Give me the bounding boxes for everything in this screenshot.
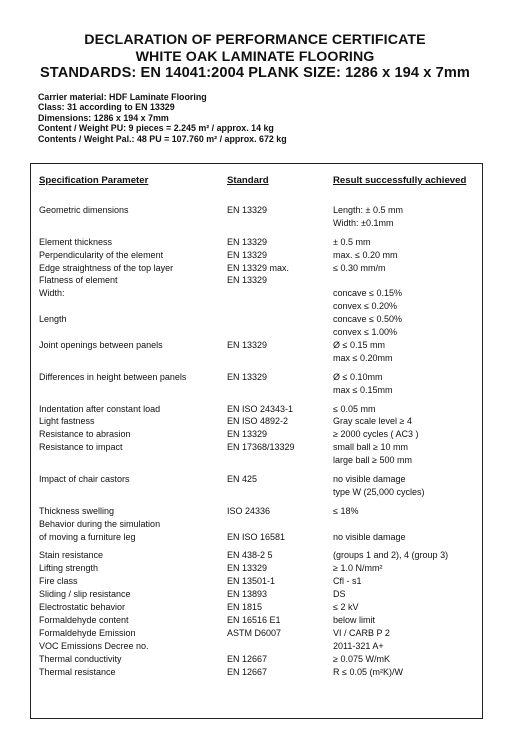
row-parameter: Thermal conductivity [39,653,122,664]
table-row [31,339,484,365]
row-standard: ASTM D6007 [227,627,282,638]
table-row [31,403,484,416]
row-result: max ≤ 0.15mm [333,384,393,395]
row-parameter: Behavior during the simulation [39,518,161,529]
row-parameter: Width: [39,288,65,299]
specification-table [30,163,483,719]
table-row [31,601,484,614]
row-parameter: VOC Emissions Decree no. [39,640,149,651]
row-standard: EN 13329 [227,371,268,382]
row-result: max ≤ 0.20mm [333,352,393,363]
row-parameter: Light fastness [39,416,95,427]
row-result: no visible damage [333,474,406,485]
table-row [31,640,484,653]
table-row [31,627,484,640]
row-result: ≥ 2000 cycles ( AC3 ) [333,429,419,440]
row-parameter: Thickness swelling [39,505,115,516]
row-standard: EN 13329 [227,236,268,247]
meta-line: Class: 31 according to EN 13329 [38,102,175,113]
row-standard: EN 17368/13329 [227,442,295,453]
table-row [31,575,484,588]
table-row [31,614,484,627]
table-row [31,428,484,441]
row-result: Ø ≤ 0.10mm [333,371,383,382]
row-standard: EN 13329 [227,339,268,350]
row-standard: EN 12667 [227,653,268,664]
row-result: ± 0.5 mm [333,236,371,247]
table-row [31,531,484,544]
row-standard: EN 13329 [227,249,268,260]
title-line-3: STANDARDS: EN 14041:2004 PLANK SIZE: 1286 x 194 x 7mm [39,65,471,81]
row-result: ≤ 0.05 mm [333,403,376,414]
row-result: VI / CARB P 2 [333,627,390,638]
row-result: (groups 1 and 2), 4 (group 3) [333,550,449,561]
row-result: small ball ≥ 10 mm [333,442,408,453]
row-parameter: Formaldehyde Emission [39,627,136,638]
table-row [31,236,484,249]
row-result: Gray scale level ≥ 4 [333,416,412,427]
meta-line: Content / Weight PU: 9 pieces = 2.245 m² / approx. 14 kg [38,123,274,134]
row-parameter: Impact of chair castors [39,474,130,485]
row-standard: EN ISO 16581 [227,531,286,542]
row-result: below limit [333,614,376,625]
row-result: DS [333,589,346,600]
header-standard: Standard [227,175,269,186]
row-parameter: Geometric dimensions [39,205,129,215]
row-result: concave ≤ 0.15% [333,288,402,299]
row-result: Width: ±0.1mm [333,217,394,228]
row-result: no visible damage [333,531,406,542]
row-standard: EN 13329 max. [227,262,290,273]
table-row [31,313,484,339]
row-standard: EN 13501-1 [227,576,276,587]
meta-line: Contents / Weight Pal.: 48 PU = 107.760 m² / approx. 672 kg [38,133,287,144]
row-parameter: Flatness of element [39,275,118,286]
title-line-2: WHITE OAK LAMINATE FLOORING [135,48,375,65]
row-parameter: Element thickness [39,236,113,247]
row-parameter: Fire class [39,576,78,587]
row-result: Ø ≤ 0.15 mm [333,339,385,350]
row-parameter: Stain resistance [39,550,104,561]
row-standard: EN 12667 [227,666,268,677]
row-parameter: Indentation after constant load [39,403,161,414]
table-row [31,588,484,601]
row-standard: EN 438-2 5 [227,550,273,561]
row-result: ≤ 18% [333,505,359,516]
table-row [31,204,484,230]
product-meta [38,92,478,144]
table-row [31,274,484,287]
row-result: max. ≤ 0.20 mm [333,249,398,260]
row-result: convex ≤ 0.20% [333,301,397,312]
row-standard: EN 13329 [227,205,268,215]
row-result: Cfl - s1 [333,576,362,587]
row-parameter: Resistance to abrasion [39,429,131,440]
row-parameter: Electrostatic behavior [39,602,126,613]
row-parameter: Edge straightness of the top layer [39,262,174,273]
meta-line: Dimensions: 1286 x 194 x 7mm [38,112,169,123]
table-row [31,666,484,679]
row-parameter: Differences in height between panels [39,371,187,382]
row-parameter: Thermal resistance [39,666,116,677]
table-row [31,262,484,275]
table-row [31,415,484,428]
table-row [31,505,484,518]
table-row [31,473,484,499]
row-result: ≤ 2 kV [333,602,359,613]
row-standard: EN 13893 [227,589,268,600]
table-body [31,204,484,678]
table-row [31,249,484,262]
row-result: R ≤ 0.05 (m²K)/W [333,666,403,677]
row-standard: EN ISO 24343-1 [227,403,294,414]
row-result: ≥ 0.075 W/mK [333,653,390,664]
row-standard: EN ISO 4892-2 [227,416,289,427]
table-row [31,562,484,575]
row-standard: EN 13329 [227,275,268,286]
table-row [31,518,484,531]
row-result: concave ≤ 0.50% [333,314,402,325]
row-standard: ISO 24336 [227,505,271,516]
row-result: type W (25,000 cycles) [333,486,425,497]
row-result: large ball ≥ 500 mm [333,455,412,466]
header-result: Result successfully achieved [333,175,467,186]
row-parameter: Formaldehyde content [39,614,129,625]
table-row [31,653,484,666]
row-standard: EN 16516 E1 [227,614,281,625]
table-row [31,371,484,397]
row-result: 2011-321 A+ [333,640,384,651]
row-parameter: Length [39,314,67,325]
row-result: convex ≤ 1.00% [333,327,397,338]
meta-line: Carrier material: HDF Laminate Flooring [38,92,207,102]
row-parameter: Joint openings between panels [39,339,163,350]
row-standard: EN 425 [227,474,258,485]
row-standard: EN 13329 [227,563,268,574]
header-parameter: Specification Parameter [39,175,149,186]
row-parameter: Perpendicularity of the element [39,249,164,260]
row-parameter: Resistance to impact [39,442,123,453]
table-row [31,441,484,467]
row-parameter: Sliding / slip resistance [39,589,131,600]
row-parameter: of moving a furniture leg [39,531,136,542]
row-parameter: Lifting strength [39,563,99,574]
row-standard: EN 13329 [227,429,268,440]
table-row [31,549,484,562]
row-result: Length: ± 0.5 mm [333,205,403,215]
table-row [31,287,484,313]
row-standard: EN 1815 [227,602,263,613]
row-result: ≥ 1.0 N/mm² [333,563,383,574]
row-result: ≤ 0.30 mm/m [333,262,386,273]
title-line-1: DECLARATION OF PERFORMANCE CERTIFICATE [84,32,426,48]
